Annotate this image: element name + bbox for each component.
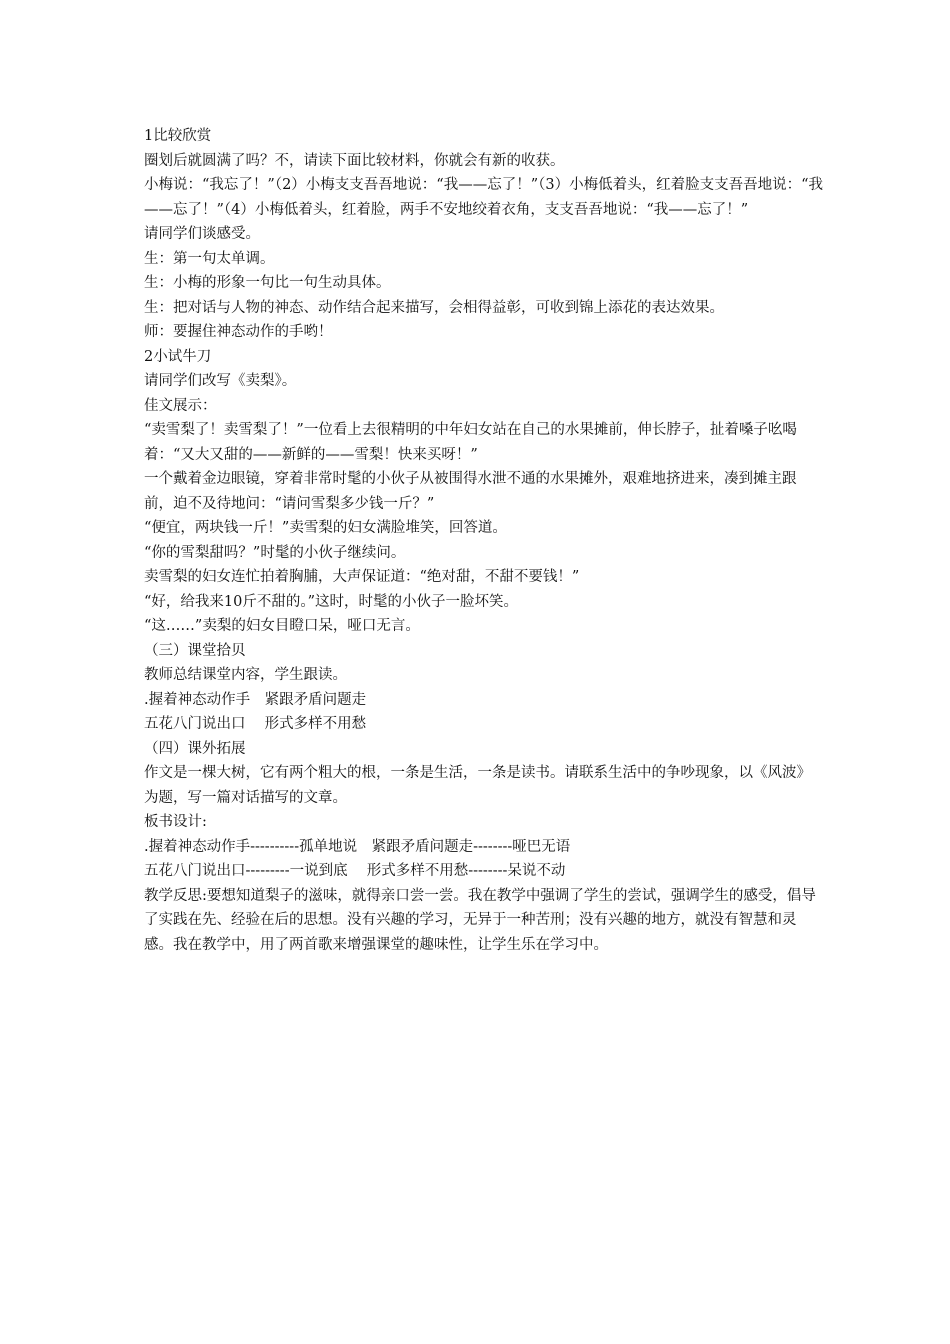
- paragraph-examples: 小梅说：“我忘了！”（2）小梅支支吾吾地说：“我——忘了！”（3）小梅低着头，红着脸支支吾吾地说：“我——忘了！”（4）小梅低着头，红着脸，两手不安地绞着衣角，支支吾吾地说：“我——忘了！”: [144, 177, 824, 218]
- paragraph-story-1: “卖雪梨了！卖雪梨了！”一位看上去很精明的中年妇女站在自己的水果摊前，伸长脖子，扯着嗓子吆喝着：“又大又甜的——新鲜的——雪梨！快来买呀！”: [144, 422, 797, 463]
- paragraph-story-2: 一个戴着金边眼镜，穿着非常时髦的小伙子从被围得水泄不通的水果摊外，艰难地挤进来，凑到摊主跟前，迫不及待地问：“请问雪梨多少钱一斤？”: [144, 471, 797, 512]
- paragraph-prompt: 请同学们谈感受。: [144, 226, 260, 242]
- paragraph-teacher: 师：要握住神态动作的手哟！: [144, 324, 333, 340]
- paragraph-reflection: 教学反思:要想知道梨子的滋味，就得亲口尝一尝。我在教学中强调了学生的尝试，强调学生的感受，倡导了实践在先、经验在后的思想。没有兴趣的学习，无异于一种苦刑；没有兴趣的地方，就没有智慧和灵感。我在教学中，用了两首歌来增强课堂的趣味性，让学生乐在学习中。: [144, 887, 816, 953]
- paragraph-student-3: 生：把对话与人物的神态、动作结合起来描写，会相得益彰，可收到锦上添花的表达效果。: [144, 299, 724, 316]
- paragraph-intro: 圈划后就圆满了吗？不，请读下面比较材料，你就会有新的收获。: [144, 152, 565, 169]
- paragraph-board-1: .握着神态动作手----------孤单地说 紧跟矛盾问题走--------哑巴无语: [144, 838, 571, 855]
- paragraph-rewrite: 请同学们改写《卖梨》。: [144, 373, 297, 389]
- paragraph-verse-1: .握着神态动作手 紧跟矛盾问题走: [144, 691, 367, 708]
- paragraph-story-6: “好，给我来10斤不甜的。”这时，时髦的小伙子一脸坏笑。: [144, 593, 519, 610]
- paragraph-verse-2: 五花八门说出口 形式多样不用愁: [144, 716, 367, 732]
- paragraph-board-2: 五花八门说出口---------一说到底 形式多样不用愁--------呆说不动: [144, 863, 566, 879]
- section-heading-extension: （四）课外拓展: [144, 740, 246, 757]
- paragraph-story-3: “便宜，两块钱一斤！”卖雪梨的妇女满脸堆笑，回答道。: [144, 520, 507, 536]
- paragraph-showcase: 佳文展示：: [144, 397, 217, 414]
- section-heading-practice: 2小试牛刀: [144, 348, 212, 365]
- paragraph-student-2: 生：小梅的形象一句比一句生动具体。: [144, 275, 391, 291]
- paragraph-story-7: “这……”卖梨的妇女目瞪口呆，哑口无言。: [144, 618, 420, 634]
- paragraph-story-4: “你的雪梨甜吗？”时髦的小伙子继续问。: [144, 544, 406, 561]
- paragraph-summary: 教师总结课堂内容，学生跟读。: [144, 667, 347, 683]
- section-heading-compare: 1比较欣赏: [144, 128, 212, 144]
- section-heading-board: 板书设计:: [144, 814, 207, 830]
- paragraph-extension: 作文是一棵大树，它有两个粗大的根，一条是生活，一条是读书。请联系生活中的争吵现象，以《风波》为题，写一篇对话描写的文章。: [144, 765, 811, 806]
- section-heading-summary: （三）课堂拾贝: [144, 642, 246, 659]
- document-body: [144, 124, 824, 957]
- paragraph-student-1: 生：第一句太单调。: [144, 250, 275, 267]
- paragraph-story-5: 卖雪梨的妇女连忙拍着胸脯，大声保证道：“绝对甜，不甜不要钱！”: [144, 569, 580, 585]
